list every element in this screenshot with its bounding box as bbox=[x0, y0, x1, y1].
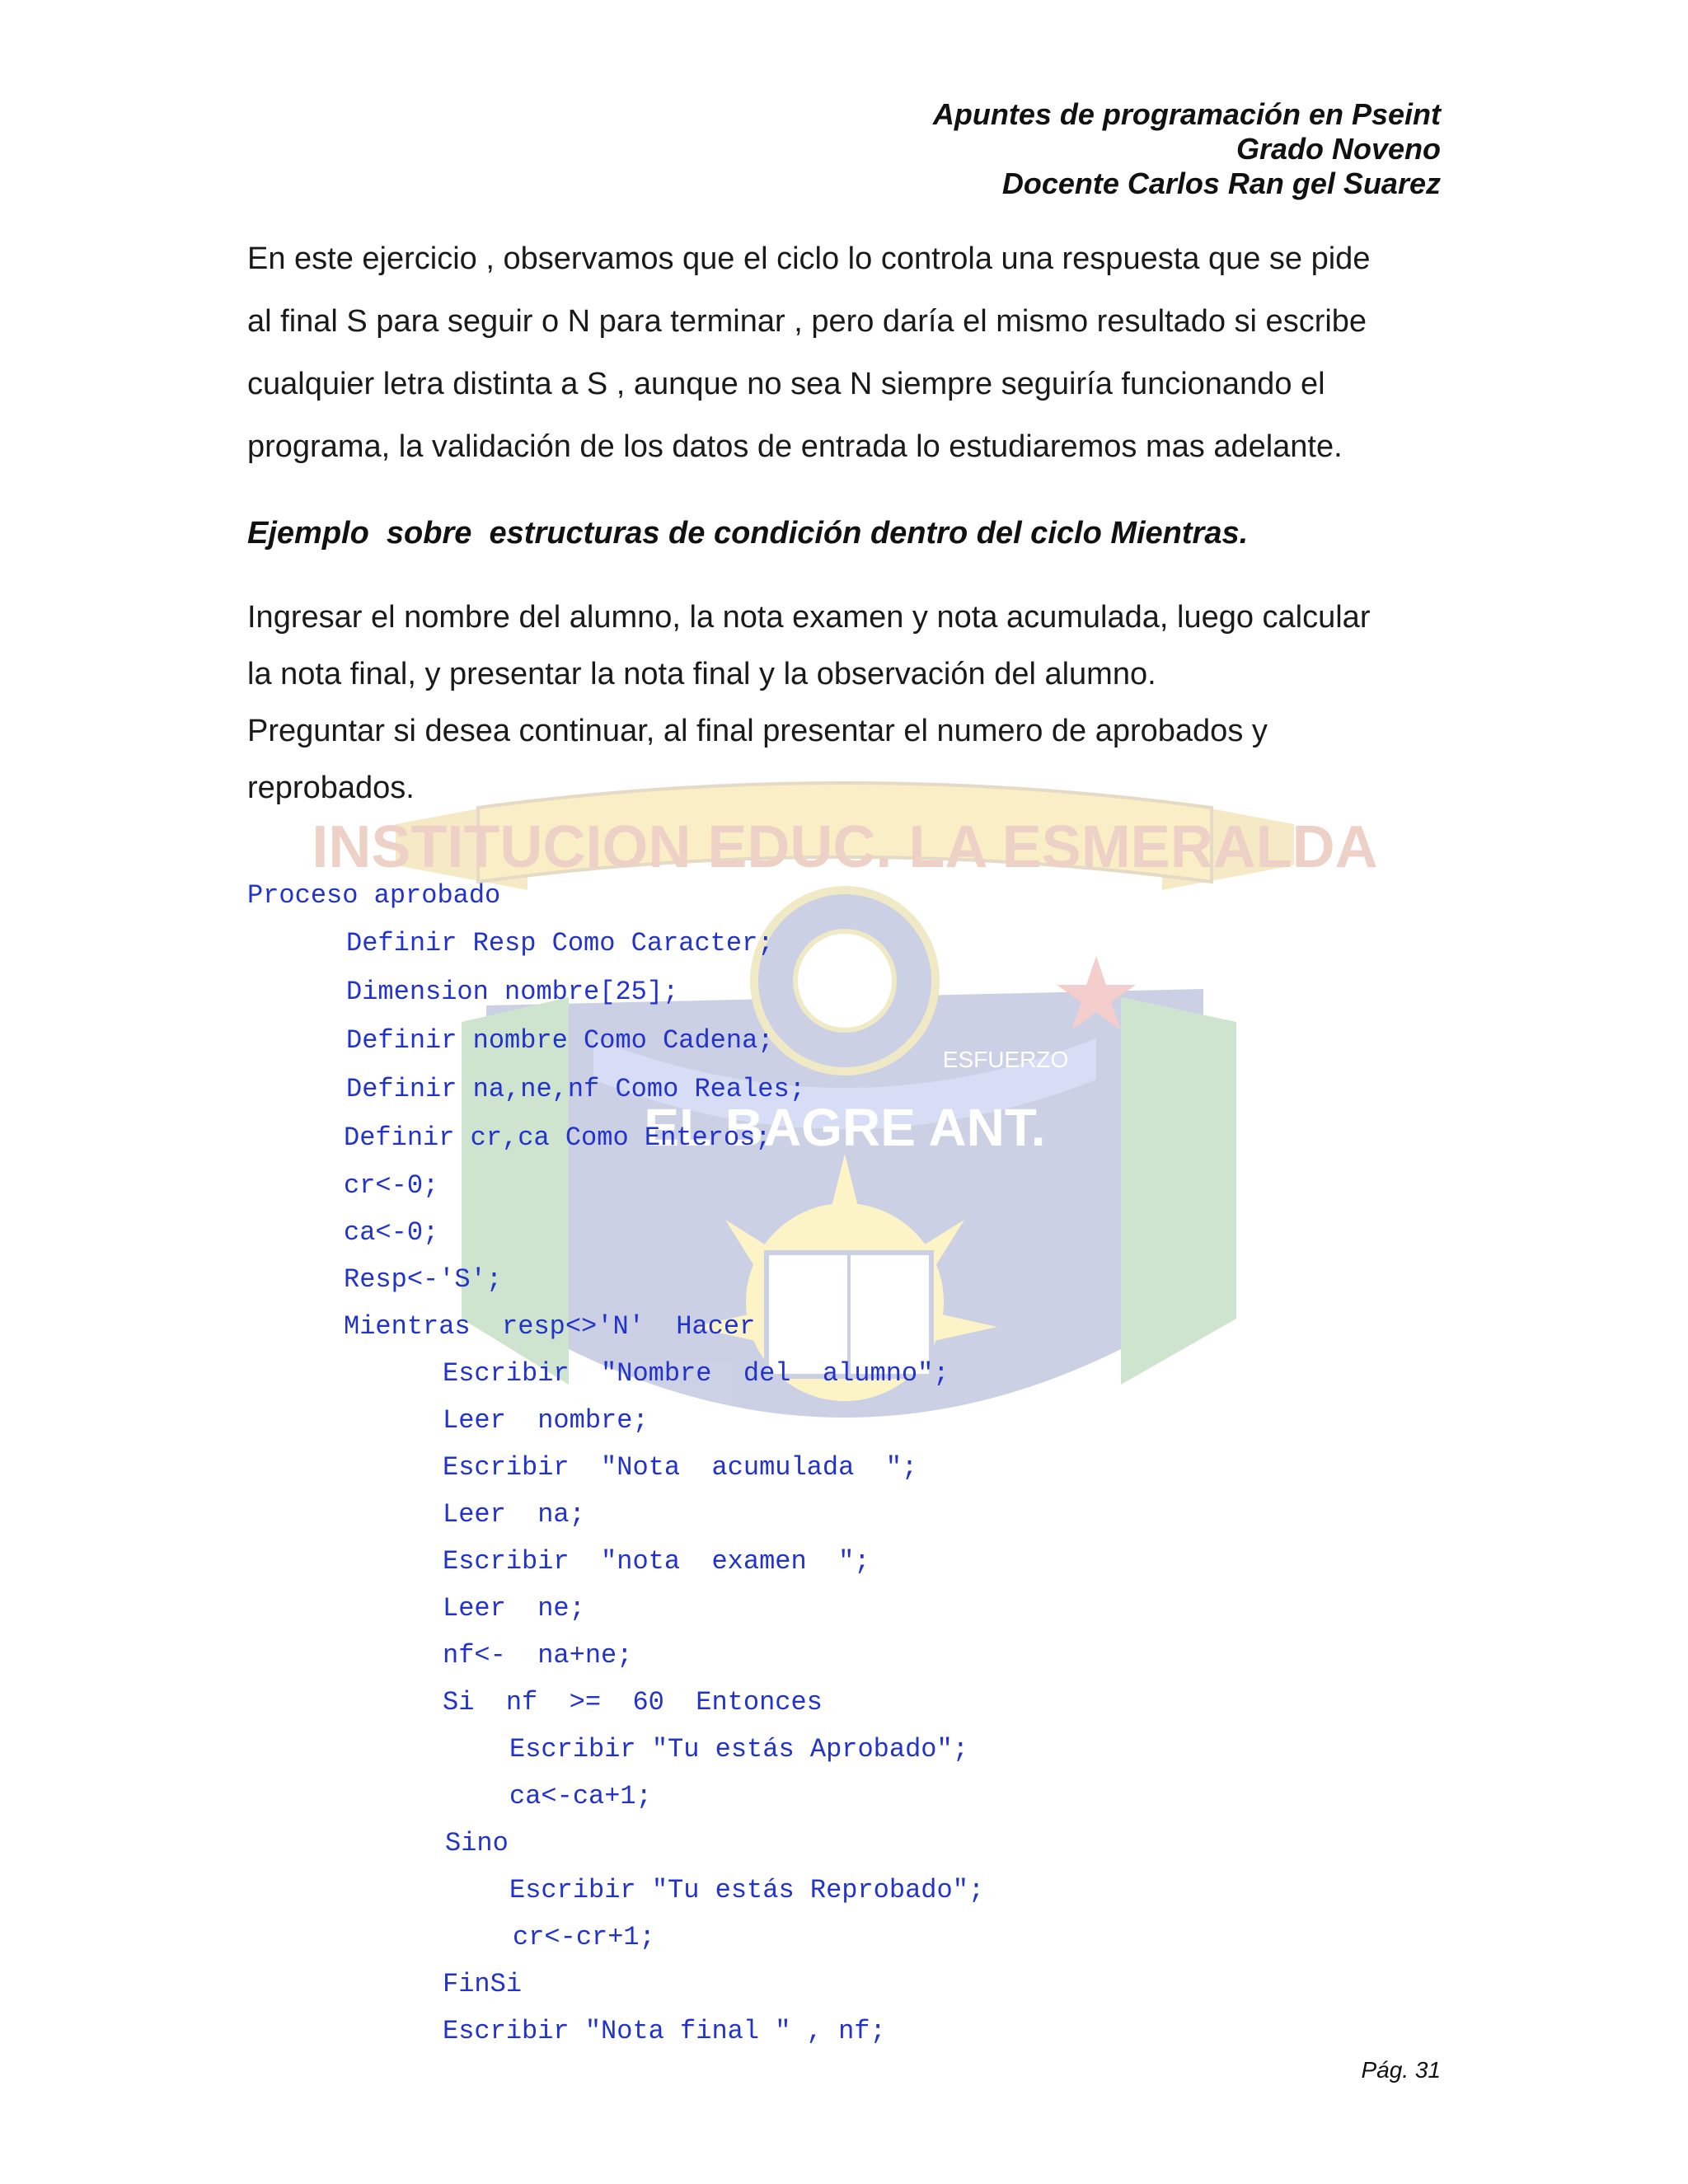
section-heading: Ejemplo sobre estructuras de condición dentro del ciclo Mientras. bbox=[247, 516, 1249, 551]
code-line: Leer nombre; bbox=[443, 1405, 649, 1436]
code-line: Definir na,ne,nf Como Reales; bbox=[346, 1074, 805, 1104]
crest-ribbon-text: EL BAGRE ANT. bbox=[644, 1098, 1046, 1157]
page-header bbox=[933, 97, 1441, 201]
crest-arc-text: ESFUERZO bbox=[942, 1047, 1069, 1072]
code-line: Escribir "Nombre del alumno"; bbox=[443, 1358, 950, 1389]
header-teacher: Docente Carlos Ran gel Suarez bbox=[1001, 166, 1441, 200]
code-line: Escribir "Nota final " , nf; bbox=[443, 2016, 886, 2046]
paragraph-line: programa, la validación de los datos de entrada lo estudiaremos mas adelante. bbox=[247, 429, 1343, 464]
paragraph-line: al final S para seguir o N para terminar , pero daría el mismo resultado si escribe bbox=[247, 304, 1367, 339]
code-line: cr<-cr+1; bbox=[513, 1922, 655, 1952]
code-line: Resp<-'S'; bbox=[344, 1264, 503, 1295]
header-title: Apuntes de programación en Pseint bbox=[932, 97, 1441, 131]
paragraph-line: En este ejercicio , observamos que el ciclo lo controla una respuesta que se pide bbox=[247, 241, 1371, 276]
code-line: Proceso aprobado bbox=[247, 880, 501, 911]
code-line: ca<-0; bbox=[344, 1217, 439, 1248]
paragraph-line: reprobados. bbox=[247, 771, 415, 805]
intro-paragraph bbox=[247, 227, 1451, 478]
code-line: Definir cr,ca Como Enteros; bbox=[344, 1122, 771, 1153]
code-line: Leer na; bbox=[443, 1499, 585, 1530]
paragraph-line: la nota final, y presentar la nota final y la observación del alumno. bbox=[247, 657, 1156, 691]
code-line: Escribir "nota examen "; bbox=[443, 1546, 870, 1577]
code-line: FinSi bbox=[443, 1969, 523, 1999]
page-number: Pág. 31 bbox=[1361, 2057, 1441, 2083]
paragraph-line: Ingresar el nombre del alumno, la nota examen y nota acumulada, luego calcular bbox=[247, 600, 1371, 635]
code-line: nf<- na+ne; bbox=[443, 1640, 633, 1671]
code-line: Definir Resp Como Caracter; bbox=[346, 928, 774, 958]
header-grade: Grado Noveno bbox=[1236, 132, 1441, 166]
code-line: Definir nombre Como Cadena; bbox=[346, 1025, 774, 1056]
code-line: Si nf >= 60 Entonces bbox=[443, 1687, 823, 1718]
code-line: ca<-ca+1; bbox=[509, 1781, 652, 1811]
code-line: Escribir "Tu estás Aprobado"; bbox=[509, 1734, 968, 1765]
paragraph-line: Preguntar si desea continuar, al final presentar el numero de aprobados y bbox=[247, 714, 1268, 748]
code-line: Leer ne; bbox=[443, 1593, 585, 1624]
code-line: Sino bbox=[445, 1828, 509, 1858]
paragraph-line: cualquier letra distinta a S , aunque no sea N siempre seguiría funcionando el bbox=[247, 367, 1325, 401]
code-line: Escribir "Tu estás Reprobado"; bbox=[509, 1875, 985, 1905]
code-line: Mientras resp<>'N' Hacer bbox=[344, 1311, 756, 1342]
code-line: Dimension nombre[25]; bbox=[346, 977, 679, 1007]
crest-banner-text: INSTITUCION EDUC. LA ESMERALDA bbox=[312, 814, 1378, 880]
code-line: Escribir "Nota acumulada "; bbox=[443, 1452, 918, 1483]
code-line: cr<-0; bbox=[344, 1170, 439, 1201]
